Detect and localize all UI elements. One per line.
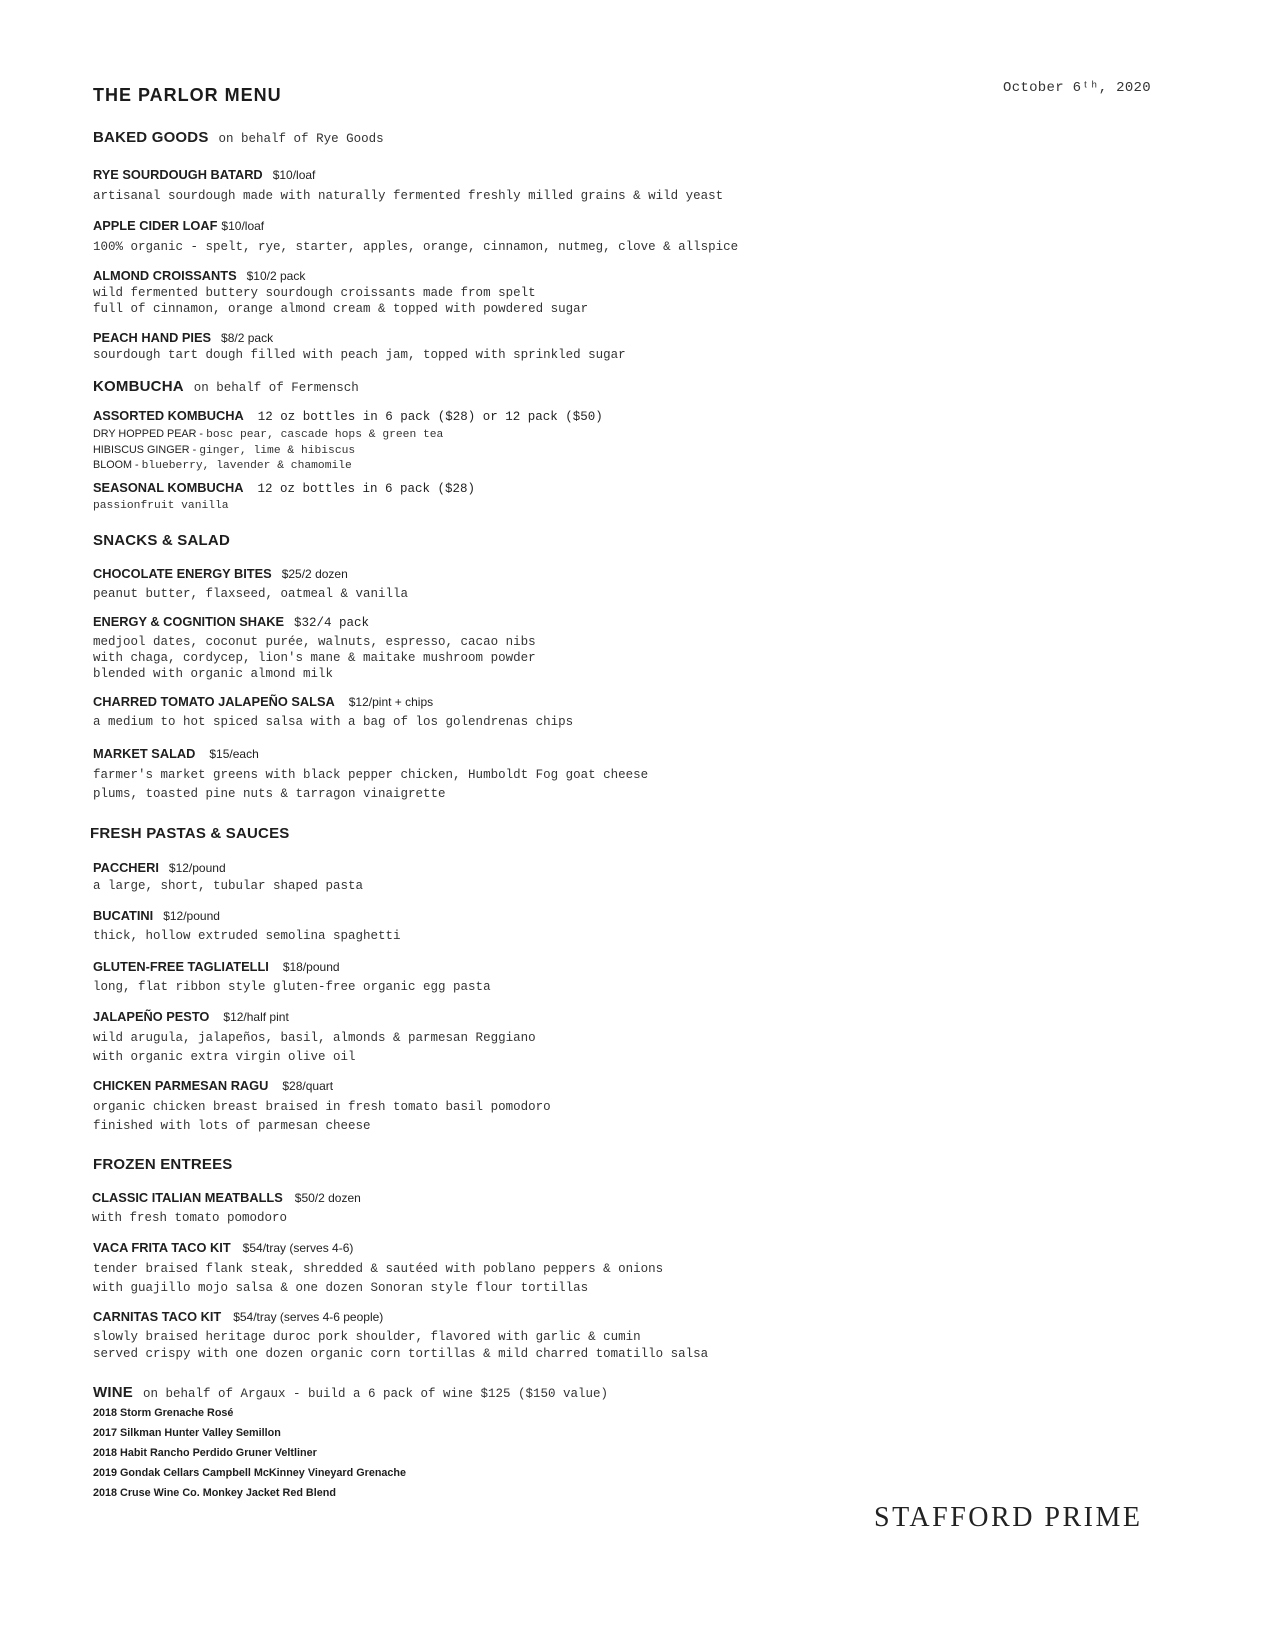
item-name: RYE SOURDOUGH BATARD	[93, 167, 263, 182]
item-desc: tender braised flank steak, shredded & sautéed with poblano peppers & onions	[93, 1262, 664, 1276]
wine-item: 2017 Silkman Hunter Valley Semillon	[93, 1427, 281, 1439]
item-price: $12/pint + chips	[348, 695, 434, 709]
section-frozen-entrees	[93, 1156, 232, 1174]
menu-item	[93, 217, 738, 256]
flavor-line: HIBISCUS GINGER - ginger, lime & hibiscus	[93, 443, 356, 457]
section-title: BAKED GOODS	[93, 129, 209, 146]
item-desc: with fresh tomato pomodoro	[92, 1211, 288, 1225]
item-desc: a large, short, tubular shaped pasta	[93, 879, 364, 893]
item-price: $10/2 pack	[246, 269, 306, 283]
brand-logo: STAFFORD PRIME	[874, 1502, 1143, 1533]
item-desc: medjool dates, coconut purée, walnuts, espresso, cacao nibs	[93, 635, 536, 649]
item-name: CHOCOLATE ENERGY BITES	[93, 566, 272, 581]
item-price: $18/pound	[282, 960, 340, 974]
item-price: $12/half pint	[223, 1010, 289, 1024]
item-desc: with chaga, cordycep, lion's mane & maitake mushroom powder	[93, 651, 536, 665]
section-behalf: on behalf of Fermensch	[193, 381, 359, 395]
flavor-line: BLOOM - blueberry, lavender & chamomile	[93, 459, 352, 472]
item-desc: farmer's market greens with black pepper chicken, Humboldt Fog goat cheese	[93, 768, 649, 782]
item-name: MARKET SALAD	[93, 746, 196, 761]
item-price: $32/4 pack	[294, 616, 370, 630]
menu-item	[93, 329, 626, 363]
item-desc: organic chicken breast braised in fresh tomato basil pomodoro	[93, 1100, 551, 1114]
menu-item	[93, 479, 475, 514]
menu-item	[93, 166, 723, 205]
item-name: BUCATINI	[93, 908, 154, 923]
menu-item	[93, 613, 536, 682]
item-name: VACA FRITA TACO KIT	[93, 1240, 231, 1255]
section-wine	[93, 1384, 608, 1402]
item-desc: plums, toasted pine nuts & tarragon vinaigrette	[93, 787, 446, 801]
menu-date: October 6ᵗʰ, 2020	[1003, 80, 1151, 96]
section-baked-goods	[93, 129, 384, 147]
item-price: $25/2 dozen	[281, 567, 348, 581]
item-price: $54/tray (serves 4-6)	[242, 1241, 354, 1255]
item-desc: finished with lots of parmesan cheese	[93, 1119, 371, 1133]
item-price: $10/loaf	[221, 219, 265, 233]
menu-item	[93, 693, 573, 731]
wine-item: 2018 Cruse Wine Co. Monkey Jacket Red Blend	[93, 1487, 336, 1499]
item-desc: wild arugula, jalapeños, basil, almonds & parmesan Reggiano	[93, 1031, 536, 1045]
menu-item	[93, 267, 588, 317]
item-name: ALMOND CROISSANTS	[93, 268, 237, 283]
wine-item: 2018 Storm Grenache Rosé	[93, 1407, 234, 1419]
item-desc: slowly braised heritage duroc pork shoulder, flavored with garlic & cumin	[93, 1330, 641, 1344]
item-name: CLASSIC ITALIAN MEATBALLS	[92, 1190, 283, 1205]
section-snacks-salad	[93, 532, 230, 550]
item-desc: sourdough tart dough filled with peach jam, topped with sprinkled sugar	[93, 348, 626, 362]
item-name: CHARRED TOMATO JALAPEÑO SALSA	[93, 694, 335, 709]
item-name: ENERGY & COGNITION SHAKE	[93, 614, 285, 629]
menu-item	[93, 1308, 708, 1363]
item-desc: blended with organic almond milk	[93, 667, 334, 681]
wine-item: 2019 Gondak Cellars Campbell McKinney Vineyard Grenache	[93, 1467, 407, 1479]
section-title: KOMBUCHA	[93, 378, 184, 395]
item-desc: artisanal sourdough made with naturally fermented freshly milled grains & wild yeast	[93, 189, 724, 203]
item-desc: full of cinnamon, orange almond cream & topped with powdered sugar	[93, 302, 589, 316]
menu-item	[92, 1189, 361, 1227]
item-price: $10/loaf	[272, 168, 316, 182]
section-title: FROZEN ENTREES	[93, 1156, 233, 1173]
item-desc: with guajillo mojo salsa & one dozen Sonoran style flour tortillas	[93, 1281, 589, 1295]
item-name: PACCHERI	[93, 860, 159, 875]
item-price: $12/pound	[163, 909, 220, 923]
item-price: $12/pound	[168, 861, 226, 875]
item-name: CHICKEN PARMESAN RAGU	[93, 1078, 269, 1093]
item-name: APPLE CIDER LOAF	[93, 218, 218, 233]
menu-item	[93, 907, 401, 945]
item-desc: thick, hollow extruded semolina spaghetti	[93, 929, 401, 943]
wine-item: 2018 Habit Rancho Perdido Gruner Veltliner	[93, 1447, 317, 1459]
item-price: $28/quart	[282, 1079, 334, 1093]
item-desc: wild fermented buttery sourdough croissants made from spelt	[93, 286, 536, 300]
item-name: JALAPEÑO PESTO	[93, 1009, 210, 1024]
item-desc: with organic extra virgin olive oil	[93, 1050, 356, 1064]
item-price: $54/tray (serves 4-6 people)	[233, 1310, 384, 1324]
menu-item	[93, 958, 491, 996]
menu-item	[93, 859, 363, 894]
menu-item	[93, 1077, 551, 1136]
item-desc: a medium to hot spiced salsa with a bag of los golendrenas chips	[93, 715, 574, 729]
section-fresh-pastas	[90, 825, 290, 843]
item-price: $50/2 dozen	[294, 1191, 361, 1205]
section-title: SNACKS & SALAD	[93, 532, 230, 549]
item-desc: peanut butter, flaxseed, oatmeal & vanilla	[93, 587, 409, 601]
item-name: SEASONAL KOMBUCHA	[93, 480, 244, 495]
item-desc: passionfruit vanilla	[93, 500, 229, 512]
section-title: WINE	[93, 1384, 133, 1401]
item-name: ASSORTED KOMBUCHA	[93, 408, 244, 423]
menu-item	[93, 407, 603, 474]
item-name: CARNITAS TACO KIT	[93, 1309, 222, 1324]
item-desc: 100% organic - spelt, rye, starter, apples, orange, cinnamon, nutmeg, clove & allspice	[93, 240, 739, 254]
section-behalf: on behalf of Argaux - build a 6 pack of wine $125 ($150 value)	[142, 1387, 609, 1401]
section-behalf: on behalf of Rye Goods	[218, 132, 384, 146]
menu-item	[93, 1239, 663, 1298]
item-price: 12 oz bottles in 6 pack ($28) or 12 pack ($50)	[257, 410, 603, 424]
wine-list	[93, 1403, 406, 1503]
item-price: 12 oz bottles in 6 pack ($28)	[257, 482, 476, 496]
item-desc: served crispy with one dozen organic corn tortillas & mild charred tomatillo salsa	[93, 1347, 709, 1361]
menu-item	[93, 565, 408, 603]
item-price: $8/2 pack	[221, 331, 274, 345]
item-name: GLUTEN-FREE TAGLIATELLI	[93, 959, 269, 974]
item-desc: long, flat ribbon style gluten-free organic egg pasta	[93, 980, 491, 994]
page-title: THE PARLOR MENU	[93, 85, 282, 105]
menu-item	[93, 1008, 536, 1067]
menu-item	[93, 745, 648, 804]
item-price: $15/each	[209, 747, 259, 761]
flavor-line: DRY HOPPED PEAR - bosc pear, cascade hops & green tea	[93, 428, 444, 441]
section-title: FRESH PASTAS & SAUCES	[90, 825, 290, 842]
item-name: PEACH HAND PIES	[93, 330, 212, 345]
section-kombucha	[93, 378, 359, 396]
